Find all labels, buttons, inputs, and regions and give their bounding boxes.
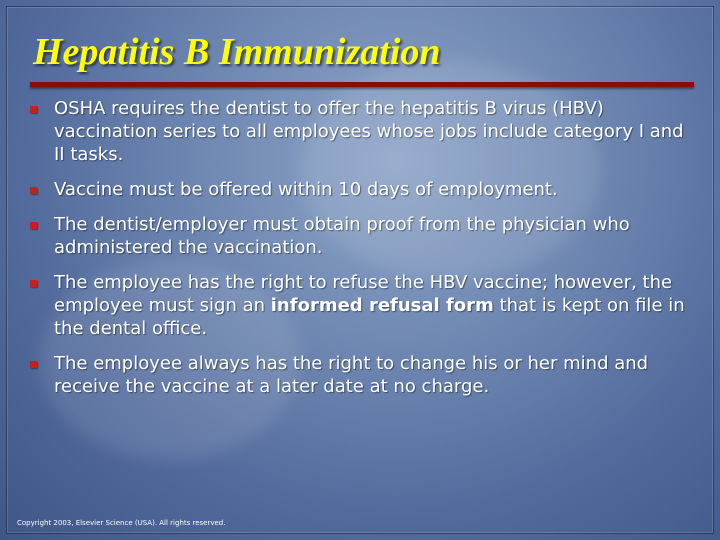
bullet-item <box>30 178 690 201</box>
bullet-text: Vaccine must be offered within 10 days of employment. <box>54 179 558 200</box>
bullet-list <box>30 97 690 410</box>
bullet-item <box>30 271 690 340</box>
bullet-text: OSHA requires the dentist to offer the hepatitis B virus (HBV) vaccination series to all employees whose jobs include category I and II tasks. <box>54 98 684 165</box>
bullet-text-bold: informed refusal form <box>270 295 494 316</box>
bullet-text: The employee always has the right to change his or her mind and receive the vaccine at a later date at no charge. <box>54 353 649 397</box>
bullet-text-before: The employee has the right to refuse the HBV vaccine; however, the employee must sign an <box>54 272 673 316</box>
square-bullet-icon <box>30 361 37 368</box>
slide-title: Hepatitis B Immunization <box>33 31 441 73</box>
square-bullet-icon <box>30 280 37 287</box>
bullet-item <box>30 213 690 259</box>
bullet-text-after: that is kept on file in the dental office. <box>54 295 685 339</box>
square-bullet-icon <box>30 187 37 194</box>
square-bullet-icon <box>30 106 37 113</box>
copyright-notice: Copyright 2003, Elsevier Science (USA). All rights reserved. <box>17 519 226 527</box>
title-underline <box>30 82 694 87</box>
bullet-item <box>30 352 690 398</box>
bullet-item <box>30 97 690 166</box>
square-bullet-icon <box>30 222 37 229</box>
bullet-text: The dentist/employer must obtain proof from the physician who administered the vaccination. <box>54 214 630 258</box>
